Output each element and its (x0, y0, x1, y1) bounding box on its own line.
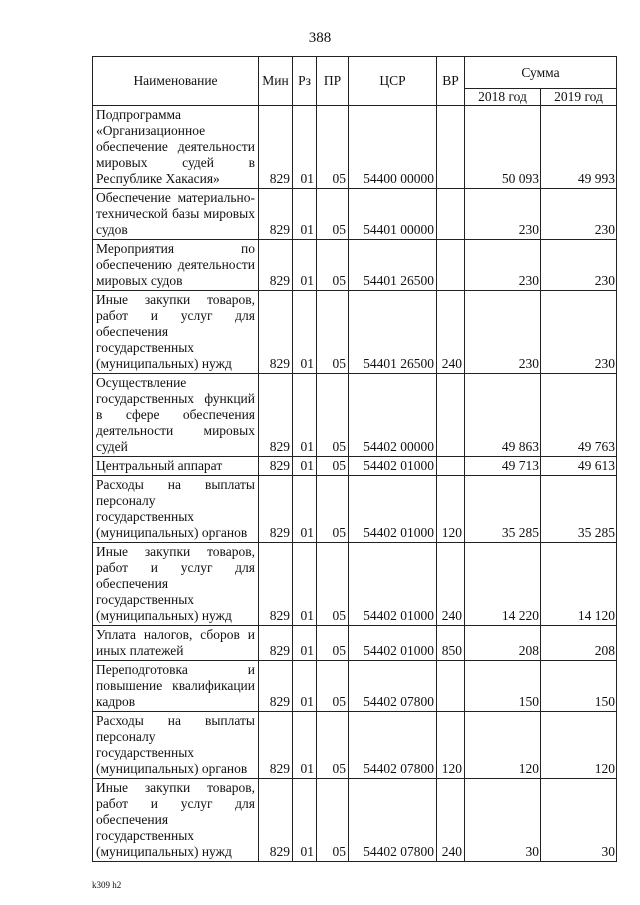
row-vr: 850 (437, 626, 465, 661)
row-amount-2018: 49 863 (465, 374, 541, 457)
row-amount-2018: 120 (465, 712, 541, 779)
row-amount-2019: 120 (541, 712, 617, 779)
row-vr: 120 (437, 476, 465, 543)
row-vr (437, 189, 465, 240)
row-amount-2018: 30 (465, 779, 541, 862)
row-pr: 05 (317, 543, 349, 626)
header-sum: Сумма (465, 57, 617, 89)
row-vr (437, 240, 465, 291)
row-csr: 54402 01000 (349, 626, 437, 661)
row-vr: 240 (437, 543, 465, 626)
row-pr: 05 (317, 106, 349, 189)
row-amount-2018: 230 (465, 291, 541, 374)
row-csr: 54401 26500 (349, 240, 437, 291)
header-min: Мин (259, 57, 293, 106)
row-pr: 05 (317, 240, 349, 291)
row-amount-2019: 208 (541, 626, 617, 661)
row-rz: 01 (293, 457, 317, 476)
row-name: Расходы на выплаты персоналу государственных (муниципальных) органов (93, 476, 259, 543)
row-name: Центральный аппарат (93, 457, 259, 476)
row-rz: 01 (293, 291, 317, 374)
row-min: 829 (259, 712, 293, 779)
row-amount-2018: 150 (465, 661, 541, 712)
row-min: 829 (259, 457, 293, 476)
row-csr: 54402 07800 (349, 661, 437, 712)
row-amount-2018: 230 (465, 189, 541, 240)
row-pr: 05 (317, 712, 349, 779)
table-row (93, 543, 617, 626)
row-pr: 05 (317, 779, 349, 862)
row-vr: 240 (437, 291, 465, 374)
table-row (93, 457, 617, 476)
table-row (93, 476, 617, 543)
row-name: Подпрограмма «Организационное обеспечение деятельности мировых судей в Республике Хакасия» (93, 106, 259, 189)
row-amount-2019: 14 120 (541, 543, 617, 626)
row-csr: 54402 07800 (349, 712, 437, 779)
row-min: 829 (259, 661, 293, 712)
row-rz: 01 (293, 661, 317, 712)
row-min: 829 (259, 779, 293, 862)
row-pr: 05 (317, 374, 349, 457)
row-csr: 54401 00000 (349, 189, 437, 240)
row-csr: 54402 00000 (349, 374, 437, 457)
row-name: Мероприятия по обеспечению деятельности мировых судов (93, 240, 259, 291)
row-vr (437, 374, 465, 457)
row-name: Переподготовка и повышение квалификации кадров (93, 661, 259, 712)
header-rz: Рз (293, 57, 317, 106)
row-min: 829 (259, 291, 293, 374)
row-pr: 05 (317, 457, 349, 476)
row-pr: 05 (317, 291, 349, 374)
row-rz: 01 (293, 374, 317, 457)
row-vr: 120 (437, 712, 465, 779)
row-rz: 01 (293, 240, 317, 291)
table-row (93, 240, 617, 291)
row-amount-2019: 35 285 (541, 476, 617, 543)
row-amount-2018: 208 (465, 626, 541, 661)
row-name: Иные закупки товаров, работ и услуг для обеспечения государственных (муниципальных) нужд (93, 543, 259, 626)
header-csr: ЦСР (349, 57, 437, 106)
table-row (93, 106, 617, 189)
row-vr (437, 106, 465, 189)
row-amount-2019: 230 (541, 291, 617, 374)
row-name: Уплата налогов, сборов и иных платежей (93, 626, 259, 661)
row-name: Расходы на выплаты персоналу государственных (муниципальных) органов (93, 712, 259, 779)
header-vr: ВР (437, 57, 465, 106)
row-min: 829 (259, 626, 293, 661)
row-amount-2019: 230 (541, 240, 617, 291)
row-csr: 54402 07800 (349, 779, 437, 862)
row-min: 829 (259, 189, 293, 240)
table-row (93, 779, 617, 862)
row-pr: 05 (317, 476, 349, 543)
row-vr (437, 661, 465, 712)
budget-table (92, 56, 617, 862)
row-amount-2018: 35 285 (465, 476, 541, 543)
table-row (93, 291, 617, 374)
row-amount-2019: 49 763 (541, 374, 617, 457)
row-rz: 01 (293, 476, 317, 543)
row-amount-2019: 230 (541, 189, 617, 240)
row-amount-2019: 49 993 (541, 106, 617, 189)
row-amount-2018: 14 220 (465, 543, 541, 626)
table-row (93, 661, 617, 712)
page-number: 388 (308, 30, 332, 46)
row-amount-2019: 30 (541, 779, 617, 862)
row-min: 829 (259, 374, 293, 457)
row-name: Иные закупки товаров, работ и услуг для обеспечения государственных (муниципальных) нужд (93, 779, 259, 862)
row-rz: 01 (293, 779, 317, 862)
row-vr (437, 457, 465, 476)
table-row (93, 189, 617, 240)
row-name: Иные закупки товаров, работ и услуг для обеспечения государственных (муниципальных) нужд (93, 291, 259, 374)
row-amount-2018: 50 093 (465, 106, 541, 189)
row-min: 829 (259, 543, 293, 626)
row-csr: 54400 00000 (349, 106, 437, 189)
row-min: 829 (259, 240, 293, 291)
row-rz: 01 (293, 712, 317, 779)
header-year-2018: 2018 год (465, 89, 541, 106)
footer-code: k309 h2 (92, 880, 122, 890)
row-amount-2019: 150 (541, 661, 617, 712)
table-row (93, 374, 617, 457)
row-rz: 01 (293, 189, 317, 240)
row-amount-2019: 49 613 (541, 457, 617, 476)
table-row (93, 626, 617, 661)
row-pr: 05 (317, 661, 349, 712)
row-csr: 54401 26500 (349, 291, 437, 374)
row-amount-2018: 230 (465, 240, 541, 291)
row-min: 829 (259, 106, 293, 189)
row-csr: 54402 01000 (349, 457, 437, 476)
row-csr: 54402 01000 (349, 476, 437, 543)
row-name: Осуществление государственных функций в сфере обеспечения деятельности мировых судей (93, 374, 259, 457)
row-vr: 240 (437, 779, 465, 862)
row-rz: 01 (293, 543, 317, 626)
row-amount-2018: 49 713 (465, 457, 541, 476)
table-body (93, 106, 617, 862)
row-pr: 05 (317, 626, 349, 661)
row-min: 829 (259, 476, 293, 543)
row-name: Обеспечение материально-технической базы мировых судов (93, 189, 259, 240)
header-year-2019: 2019 год (541, 89, 617, 106)
row-pr: 05 (317, 189, 349, 240)
row-rz: 01 (293, 106, 317, 189)
row-rz: 01 (293, 626, 317, 661)
header-pr: ПР (317, 57, 349, 106)
header-name: Наименование (93, 57, 259, 106)
row-csr: 54402 01000 (349, 543, 437, 626)
table-row (93, 712, 617, 779)
